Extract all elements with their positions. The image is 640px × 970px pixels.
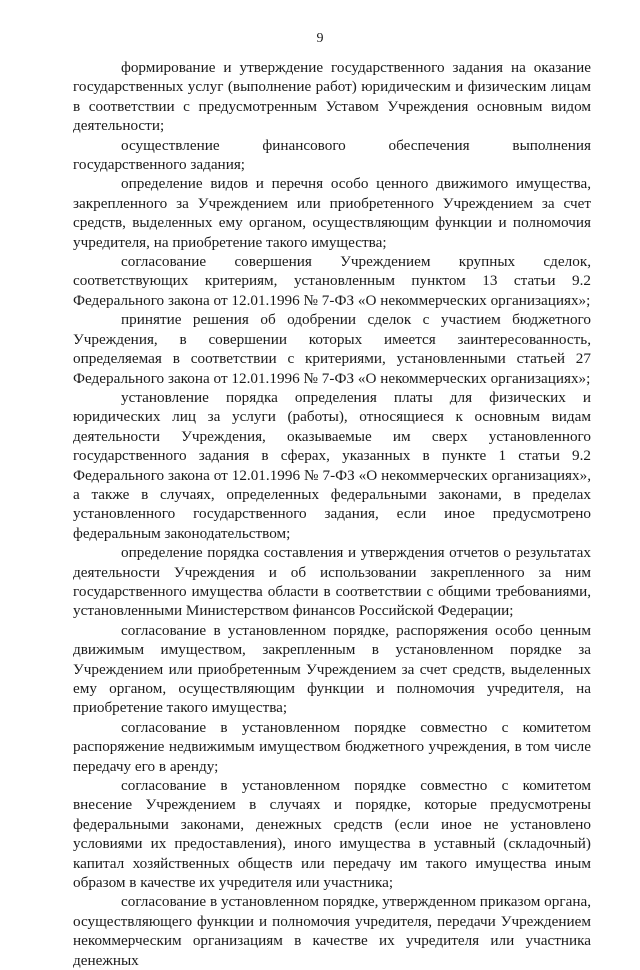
paragraph-transfer-to-nonprofits: согласование в установленном порядке, утвержденном приказом органа, осуществляющего функции и полномочия учредителя, передачи Учреждением некоммерческим организациям в качестве их учредителя или участника денежных xyxy=(73,893,591,969)
paragraph-fee-procedure: установление порядка определения платы для физических и юридических лиц за услуги (работы), относящиеся к основным видам деятельности Учреждения, оказываемые им сверх установленного государственного задания в сферах, указанных в пункте 1 статьи 9.2 Федерального закона от 12.01.1996 № 7-ФЗ «О некоммерческих организациях», а также в случаях, определенных федеральными законами, в пределах установленного государственного задания, если иное предусмотрено федеральным законодательством; xyxy=(73,388,591,542)
document-body xyxy=(73,58,591,970)
paragraph-interested-transactions: принятие решения об одобрении сделок с участием бюджетного Учреждения, в совершении которых имеется заинтересованность, определяемая в соответствии с критериями, установленными статьей 27 Федерального закона от 12.01.1996 № 7-ФЗ «О некоммерческих организациях»; xyxy=(73,311,591,387)
page-number: 9 xyxy=(316,31,324,46)
paragraph-real-estate-disposal: согласование в установленном порядке совместно с комитетом распоряжение недвижимым имуществом бюджетного учреждения, в том числе передачу его в аренду; xyxy=(73,718,591,775)
paragraph-financial-support: осуществление финансового обеспечения выполнения государственного задания; xyxy=(73,136,591,174)
paragraph-reporting-procedure: определение порядка составления и утверждения отчетов о результатах деятельности Учреждения и об использовании закрепленного за ним государственного имущества области в соответствии с общими требованиями, установленными Министерством финансов Российской Федерации; xyxy=(73,544,591,620)
paragraph-major-transactions: согласование совершения Учреждением крупных сделок, соответствующих критериям, установленным пунктом 13 статьи 9.2 Федерального закона от 12.01.1996 № 7-ФЗ «О некоммерческих организациях»; xyxy=(73,253,591,309)
paragraph-capital-contribution: согласование в установленном порядке совместно с комитетом внесение Учреждением в случаях и порядке, которые предусмотрены федеральными законами, денежных средств (если иное не установлено условиями их предоставления), иного имущества в уставный (складочный) капитал хозяйственных обществ или передачу им такого имущества иным образом в качестве их учредителя или участника; xyxy=(73,777,591,892)
paragraph-movable-property-disposal: согласование в установленном порядке, распоряжения особо ценным движимым имуществом, закрепленным в установленном порядке за Учреждением или приобретенным Учреждением за счет средств, выделенных ему органом, осуществляющим функции и полномочия учредителя, на приобретение такого имущества; xyxy=(73,621,591,717)
paragraph-valuable-property: определение видов и перечня особо ценного движимого имущества, закрепленного за Учреждением или приобретенного Учреждением за счет средств, выделенных ему органом, осуществляющим функции и полномочия учредителя, на приобретение такого имущества; xyxy=(73,175,591,251)
paragraph-state-assignment: формирование и утверждение государственного задания на оказание государственных услуг (выполнение работ) юридическим и физическим лицам в соответствии с предусмотренным Уставом Учреждения основным видом деятельности; xyxy=(73,59,591,135)
